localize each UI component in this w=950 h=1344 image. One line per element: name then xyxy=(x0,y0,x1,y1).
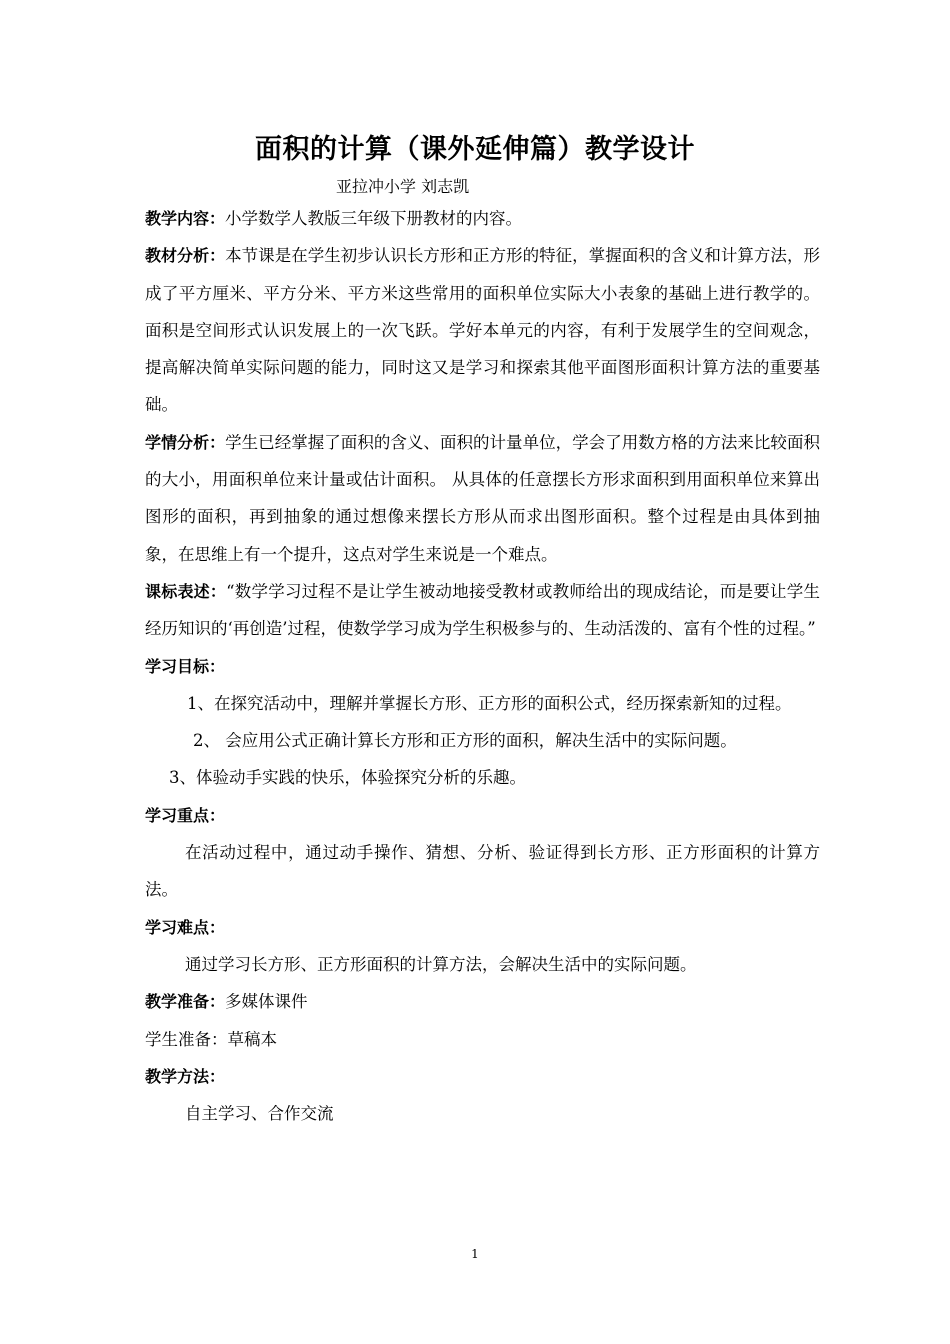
textbook-analysis-text: 本节课是在学生初步认识长方形和正方形的特征，掌握面积的含义和计算方法，形成了平方厘米、平方分米、平方米这些常用的面积单位实际大小表象的基础上进行教学的。面积是空间形式认识发展上的一次飞跃。学好本单元的内容，有利于发展学生的空间观念，提高解决简单实际问题的能力，同时这又是学习和探索其他平面图形面积计算方法的重要基础。 xyxy=(145,246,820,415)
student-analysis-paragraph xyxy=(145,424,820,573)
teaching-prep-label: 教学准备： xyxy=(145,992,226,1012)
objective-item-1: 1、在探究活动中，理解并掌握长方形、正方形的面积公式，经历探索新知的过程。 xyxy=(187,693,792,713)
student-prep-paragraph: 学生准备：草稿本 xyxy=(145,1029,277,1049)
key-points-heading: 学习重点： xyxy=(145,805,226,825)
textbook-analysis-label: 教材分析： xyxy=(145,246,226,266)
teaching-method-heading: 教学方法： xyxy=(145,1066,226,1086)
difficulties-text: 通过学习长方形、正方形面积的计算方法，会解决生活中的实际问题。 xyxy=(185,954,697,974)
teaching-prep-text: 多媒体课件 xyxy=(225,992,308,1012)
teaching-content-text: 小学数学人教版三年级下册教材的内容。 xyxy=(225,209,523,228)
student-analysis-label: 学情分析： xyxy=(145,432,226,452)
teaching-content-label: 教学内容： xyxy=(145,209,226,228)
textbook-analysis-paragraph xyxy=(145,237,820,423)
key-points-text: 在活动过程中，通过动手操作、猜想、分析、验证得到长方形、正方形面积的计算方法。 xyxy=(145,843,820,900)
objective-item-2: 2、 会应用公式正确计算长方形和正方形的面积，解决生活中的实际问题。 xyxy=(193,731,737,751)
page-number: 1 xyxy=(471,1247,479,1261)
teaching-content-paragraph xyxy=(145,200,820,237)
difficulties-heading: 学习难点： xyxy=(145,917,226,937)
student-analysis-text: 学生已经掌握了面积的含义、面积的计量单位，学会了用数方格的方法来比较面积的大小，用面积单位来计量或估计面积。 从具体的任意摆长方形求面积到用面积单位来算出图形的面积，再到抽象的通过想像来摆长方形从而求出图形面积。整个过程是由具体到抽象，在思维上有一个提升，这点对学生来说是一个难点。 xyxy=(145,432,820,564)
objective-item-3: 3、体验动手实践的快乐，体验探究分析的乐趣。 xyxy=(169,768,526,788)
document-title: 面积的计算（课外延伸篇）教学设计 xyxy=(255,134,695,165)
curriculum-standard-text: “数学学习过程不是让学生被动地接受教材或教师给出的现成结论，而是要让学生经历知识的‘再创造’过程，使数学学习成为学生积极参与的、生动活泼的、富有个性的过程。” xyxy=(145,581,820,639)
curriculum-standard-paragraph xyxy=(145,573,820,648)
author-line: 亚拉冲小学 刘志凯 xyxy=(336,177,470,196)
objectives-heading: 学习目标： xyxy=(145,656,226,676)
curriculum-standard-label: 课标表述： xyxy=(145,581,227,601)
document-body xyxy=(145,200,820,1132)
teaching-prep-paragraph xyxy=(145,983,820,1020)
teaching-method-text: 自主学习、合作交流 xyxy=(185,1104,334,1124)
